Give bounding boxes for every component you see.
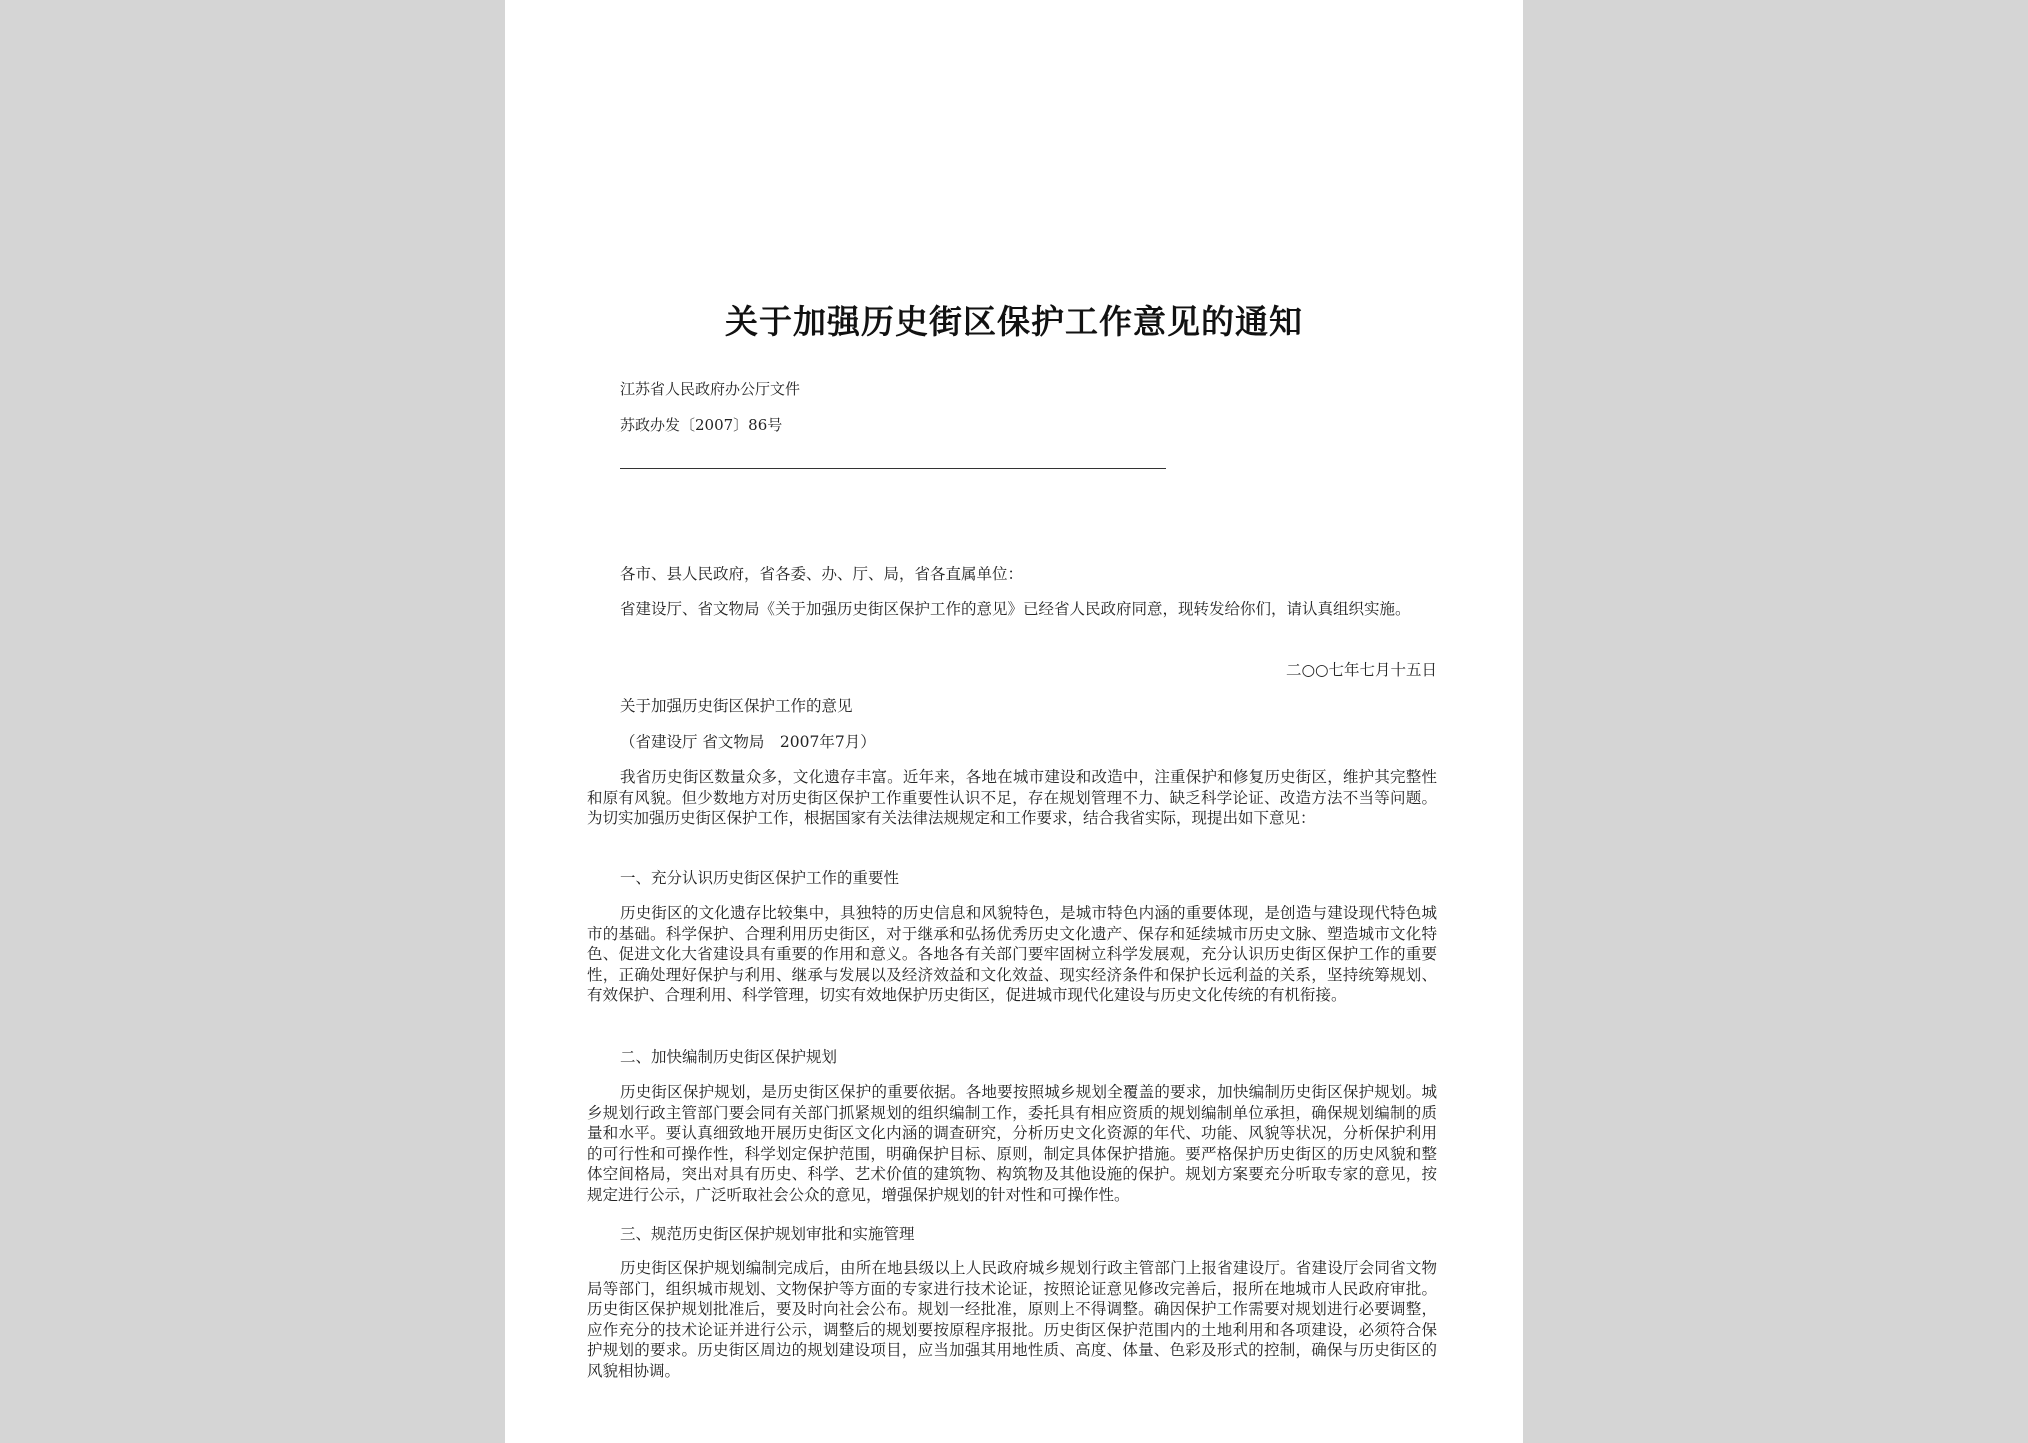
salutation: 各市、县人民政府，省各委、办、厅、局，省各直属单位： <box>620 565 1024 583</box>
section-1-body: 历史街区的文化遗存比较集中，具独特的历史信息和风貌特色，是城市特色内涵的重要体现，是创造与建设现代特色城市的基础。科学保护、合理利用历史街区，对于继承和弘扬优秀历史文化遗产、保存和延续城市历史文脉、塑造城市文化特色、促进文化大省建设具有重要的作用和意义。各地各有关部门要牢固树立科学发展观，充分认识历史街区保护工作的重要性，正确处理好保护与利用、继承与发展以及经济效益和文化效益、现实经济条件和保护长远利益的关系，坚持统筹规划、有效保护、合理利用、科学管理，切实有效地保护历史街区，促进城市现代化建设与历史文化传统的有机衔接。 <box>587 904 1437 1004</box>
document-number: 苏政办发〔2007〕86号 <box>620 416 783 434</box>
document-title: 关于加强历史街区保护工作意见的通知 <box>725 302 1303 341</box>
header-divider <box>620 468 1166 469</box>
section-2-heading: 二、加快编制历史街区保护规划 <box>620 1048 838 1066</box>
issuer-line: 江苏省人民政府办公厅文件 <box>620 380 801 398</box>
section-2-body: 历史街区保护规划，是历史街区保护的重要依据。各地要按照城乡规划全覆盖的要求，加快编制历史街区保护规划。城乡规划行政主管部门要会同有关部门抓紧规划的组织编制工作，委托具有相应资质的规划编制单位承担，确保规划编制的质量和水平。要认真细致地开展历史街区文化内涵的调查研究，分析历史文化资源的年代、功能、风貌等状况，分析保护利用的可行性和可操作性，科学划定保护范围，明确保护目标、原则，制定具体保护措施。要严格保护历史街区的历史风貌和整体空间格局，突出对具有历史、科学、艺术价值的建筑物、构筑物及其他设施的保护。规划方案要充分听取专家的意见，按规定进行公示，广泛听取社会公众的意见，增强保护规划的针对性和可操作性。 <box>587 1083 1437 1204</box>
intro-paragraph: 省建设厅、省文物局《关于加强历史街区保护工作的意见》已经省人民政府同意，现转发给你们，请认真组织实施。 <box>620 600 1411 618</box>
preamble-paragraph: 我省历史街区数量众多，文化遗存丰富。近年来，各地在城市建设和改造中，注重保护和修复历史街区，维护其完整性和原有风貌。但少数地方对历史街区保护工作重要性认识不足，存在规划管理不力、缺乏科学论证、改造方法不当等问题。为切实加强历史街区保护工作，根据国家有关法律法规规定和工作要求，结合我省实际，现提出如下意见： <box>587 768 1437 827</box>
section-3-heading: 三、规范历史街区保护规划审批和实施管理 <box>620 1225 915 1243</box>
issue-date: 二○○七年七月十五日 <box>1285 661 1437 679</box>
attachment-title: 关于加强历史街区保护工作的意见 <box>620 697 853 715</box>
attachment-source: （省建设厅 省文物局 2007年7月） <box>620 733 876 751</box>
section-3-body: 历史街区保护规划编制完成后，由所在地县级以上人民政府城乡规划行政主管部门上报省建设厅。省建设厅会同省文物局等部门，组织城市规划、文物保护等方面的专家进行技术论证，按照论证意见修改完善后，报所在地城市人民政府审批。历史街区保护规划批准后，要及时向社会公布。规划一经批准，原则上不得调整。确因保护工作需要对规划进行必要调整，应作充分的技术论证并进行公示，调整后的规划要按原程序报批。历史街区保护范围内的土地利用和各项建设，必须符合保护规划的要求。历史街区周边的规划建设项目，应当加强其用地性质、高度、体量、色彩及形式的控制，确保与历史街区的风貌相协调。 <box>587 1259 1437 1380</box>
section-1-heading: 一、充分认识历史街区保护工作的重要性 <box>620 869 900 887</box>
document-page <box>505 0 1523 1443</box>
